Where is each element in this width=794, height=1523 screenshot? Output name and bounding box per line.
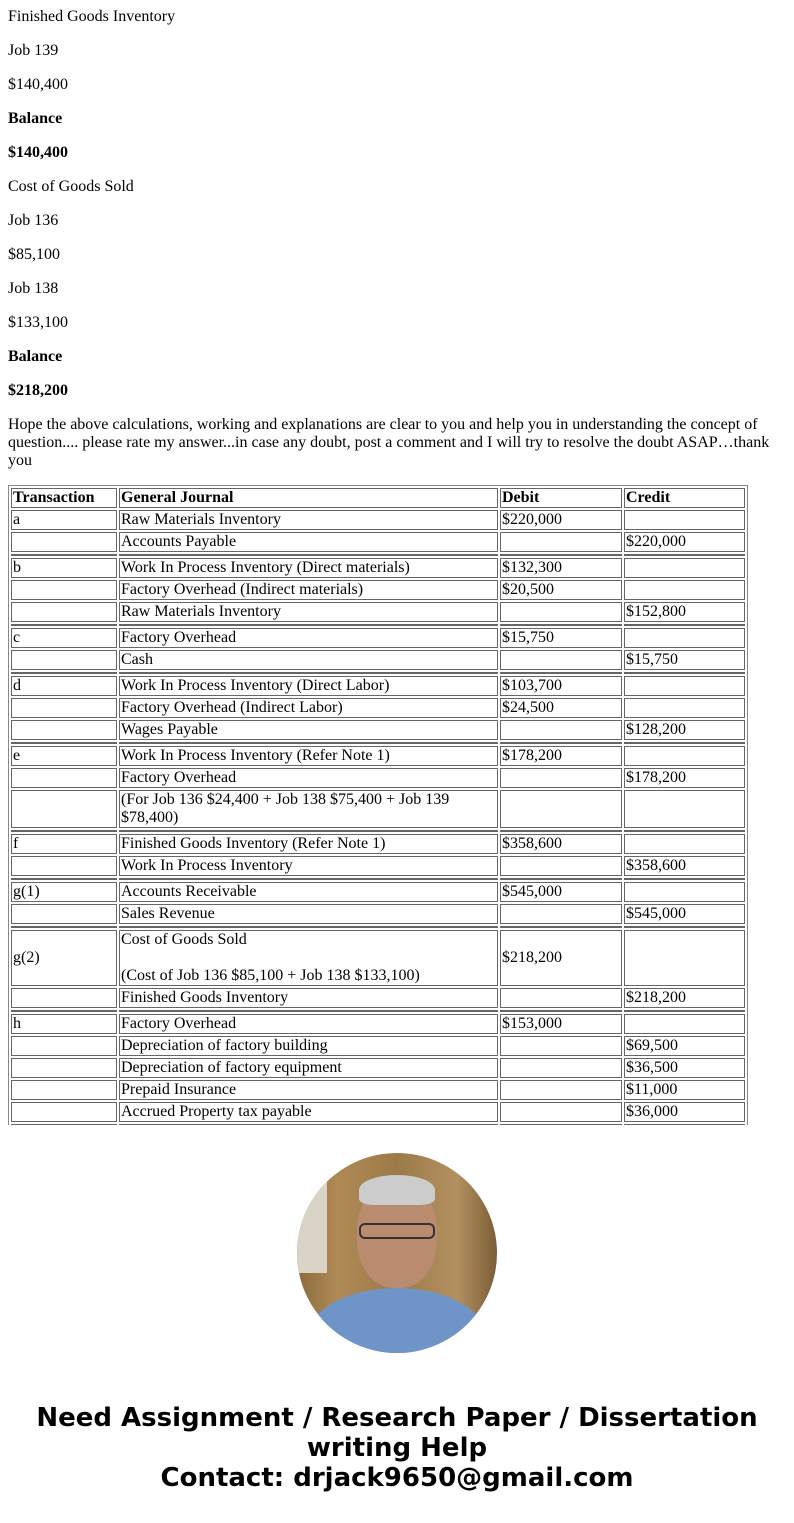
table-row: [11, 746, 745, 766]
text-line: $140,400: [8, 76, 68, 93]
cell-transaction: [11, 580, 117, 600]
cell-credit: $220,000: [624, 532, 745, 552]
separator-cell: [11, 830, 117, 832]
promo-contact: Contact: drjack9650@gmail.com: [160, 1463, 634, 1493]
group-separator: [11, 1124, 745, 1125]
group-separator: [11, 830, 745, 832]
cell-account: Factory Overhead (Indirect materials): [119, 580, 498, 600]
cell-transaction: [11, 988, 117, 1008]
cell-debit: [500, 790, 622, 828]
table-row: [11, 768, 745, 788]
cell-account: Wages Payable: [119, 720, 498, 740]
separator-cell: [500, 1124, 622, 1125]
separator-cell: [500, 926, 622, 928]
cell-transaction: [11, 856, 117, 876]
table-row: [11, 676, 745, 696]
cell-debit: $153,000: [500, 1014, 622, 1034]
table-row: [11, 628, 745, 648]
cell-credit: $152,800: [624, 602, 745, 622]
cell-transaction: e: [11, 746, 117, 766]
cell-debit: $103,700: [500, 676, 622, 696]
separator-cell: [11, 1010, 117, 1012]
cell-debit: [500, 1080, 622, 1100]
text-line: Job 139: [8, 42, 59, 59]
cell-account: Accounts Payable: [119, 532, 498, 552]
text-line: Job 136: [8, 212, 59, 229]
cell-account: Work In Process Inventory: [119, 856, 498, 876]
separator-cell: [624, 1124, 745, 1125]
group-separator: [11, 624, 745, 626]
cell-credit: $36,500: [624, 1058, 745, 1078]
cell-transaction: [11, 1080, 117, 1100]
table-row: [11, 532, 745, 552]
cell-debit: [500, 904, 622, 924]
cell-debit: [500, 602, 622, 622]
cell-credit: $218,200: [624, 988, 745, 1008]
separator-cell: [500, 672, 622, 674]
cell-credit: $545,000: [624, 904, 745, 924]
cell-transaction: [11, 650, 117, 670]
text-line: Balance: [8, 348, 63, 365]
group-separator: [11, 878, 745, 880]
cell-debit: [500, 650, 622, 670]
text-line: $140,400: [8, 144, 68, 161]
separator-cell: [624, 624, 745, 626]
separator-cell: [11, 672, 117, 674]
separator-cell: [11, 742, 117, 744]
table-row: [11, 1080, 745, 1100]
table-row: [11, 602, 745, 622]
cell-transaction: [11, 1102, 117, 1122]
table-row: [11, 988, 745, 1008]
cell-credit: $11,000: [624, 1080, 745, 1100]
cell-transaction: g(2): [11, 930, 117, 986]
cell-transaction: c: [11, 628, 117, 648]
separator-cell: [119, 1010, 498, 1012]
table-row: [11, 558, 745, 578]
text-line: Finished Goods Inventory: [8, 8, 176, 25]
table-row: [11, 720, 745, 740]
cell-account: Depreciation of factory equipment: [119, 1058, 498, 1078]
separator-cell: [500, 554, 622, 556]
cell-transaction: [11, 1058, 117, 1078]
cell-account: Work In Process Inventory (Refer Note 1): [119, 746, 498, 766]
separator-cell: [11, 878, 117, 880]
cell-transaction: h: [11, 1014, 117, 1034]
table-row: [11, 1102, 745, 1122]
group-separator: [11, 742, 745, 744]
cell-account: Accounts Receivable: [119, 882, 498, 902]
cell-debit: [500, 768, 622, 788]
cell-credit: $178,200: [624, 768, 745, 788]
cell-transaction: [11, 790, 117, 828]
table-row: [11, 790, 745, 828]
table-row: [11, 1036, 745, 1056]
header-transaction: Transaction: [11, 488, 117, 508]
text-line: Balance: [8, 110, 63, 127]
separator-cell: [119, 742, 498, 744]
cell-credit: $36,000: [624, 1102, 745, 1122]
promo-footer: [8, 1403, 786, 1493]
cell-credit: [624, 930, 745, 986]
table-row: [11, 882, 745, 902]
table-row: [11, 650, 745, 670]
cell-credit: [624, 882, 745, 902]
cell-account: Depreciation of factory building: [119, 1036, 498, 1056]
cell-credit: [624, 698, 745, 718]
separator-cell: [624, 830, 745, 832]
separator-cell: [11, 1124, 117, 1125]
cell-account: Cash: [119, 650, 498, 670]
cell-debit: $132,300: [500, 558, 622, 578]
separator-cell: [500, 742, 622, 744]
cell-transaction: [11, 904, 117, 924]
cell-debit: [500, 1036, 622, 1056]
table-row: [11, 904, 745, 924]
cell-account: Factory Overhead: [119, 768, 498, 788]
cell-debit: $20,500: [500, 580, 622, 600]
cell-account: Work In Process Inventory (Direct materials): [119, 558, 498, 578]
separator-cell: [119, 672, 498, 674]
cell-debit: $545,000: [500, 882, 622, 902]
separator-cell: [500, 1010, 622, 1012]
header-general-journal: General Journal: [119, 488, 498, 508]
cell-credit: [624, 580, 745, 600]
cell-credit: [624, 834, 745, 854]
cell-account: Accrued Property tax payable: [119, 1102, 498, 1122]
cell-debit: $218,200: [500, 930, 622, 986]
cell-account: Factory Overhead (Indirect Labor): [119, 698, 498, 718]
cell-account: Finished Goods Inventory (Refer Note 1): [119, 834, 498, 854]
cell-account: Factory Overhead: [119, 628, 498, 648]
separator-cell: [624, 878, 745, 880]
cell-credit: $358,600: [624, 856, 745, 876]
separator-cell: [11, 554, 117, 556]
cell-transaction: f: [11, 834, 117, 854]
table-row: [11, 580, 745, 600]
author-avatar: [297, 1153, 497, 1353]
cell-credit: [624, 746, 745, 766]
cell-transaction: g(1): [11, 882, 117, 902]
answer-text: [8, 8, 786, 400]
cell-debit: [500, 532, 622, 552]
table-header-row: [11, 488, 745, 508]
text-line: $133,100: [8, 314, 68, 331]
separator-cell: [119, 554, 498, 556]
header-debit: Debit: [500, 488, 622, 508]
cell-credit: [624, 510, 745, 530]
separator-cell: [500, 878, 622, 880]
cell-debit: [500, 1058, 622, 1078]
separator-cell: [624, 1010, 745, 1012]
cell-transaction: [11, 720, 117, 740]
cell-debit: [500, 988, 622, 1008]
cell-debit: $358,600: [500, 834, 622, 854]
cell-debit: $15,750: [500, 628, 622, 648]
separator-cell: [119, 926, 498, 928]
table-row: [11, 856, 745, 876]
group-separator: [11, 672, 745, 674]
cell-credit: [624, 1014, 745, 1034]
cell-credit: [624, 628, 745, 648]
table-row: [11, 1014, 745, 1034]
journal-table-container: [8, 485, 750, 1125]
cell-debit: $178,200: [500, 746, 622, 766]
cell-debit: [500, 720, 622, 740]
text-line: $85,100: [8, 246, 60, 263]
group-separator: [11, 926, 745, 928]
cell-transaction: d: [11, 676, 117, 696]
promo-headline: Need Assignment / Research Paper / Dissertation writing Help: [36, 1403, 758, 1463]
separator-cell: [624, 742, 745, 744]
text-line: $218,200: [8, 382, 68, 399]
separator-cell: [11, 624, 117, 626]
cell-credit: [624, 676, 745, 696]
cell-transaction: [11, 768, 117, 788]
cell-account: (For Job 136 $24,400 + Job 138 $75,400 + Job 139 $78,400): [119, 790, 498, 828]
table-row: [11, 930, 745, 986]
text-line: Cost of Goods Sold: [8, 178, 134, 195]
cell-account: Raw Materials Inventory: [119, 510, 498, 530]
cell-account: Cost of Goods Sold (Cost of Job 136 $85,100 + Job 138 $133,100): [119, 930, 498, 986]
cell-transaction: [11, 698, 117, 718]
cell-debit: [500, 1102, 622, 1122]
separator-cell: [624, 554, 745, 556]
separator-cell: [119, 624, 498, 626]
separator-cell: [500, 830, 622, 832]
cell-account: Work In Process Inventory (Direct Labor): [119, 676, 498, 696]
text-line: Job 138: [8, 280, 59, 297]
cell-debit: $24,500: [500, 698, 622, 718]
cell-debit: $220,000: [500, 510, 622, 530]
cell-credit: $69,500: [624, 1036, 745, 1056]
group-separator: [11, 1010, 745, 1012]
cell-transaction: [11, 602, 117, 622]
cell-account: Prepaid Insurance: [119, 1080, 498, 1100]
separator-cell: [119, 878, 498, 880]
cell-credit: [624, 558, 745, 578]
header-credit: Credit: [624, 488, 745, 508]
cell-transaction: [11, 532, 117, 552]
separator-cell: [119, 1124, 498, 1125]
table-row: [11, 698, 745, 718]
group-separator: [11, 554, 745, 556]
separator-cell: [119, 830, 498, 832]
general-journal-table: [8, 485, 748, 1125]
cell-debit: [500, 856, 622, 876]
closing-note: Hope the above calculations, working and explanations are clear to you and help you in understanding the concept of question.... please rate my answer...in case any doubt, post a comment and I will try to resolve the doubt ASAP…thank you: [8, 416, 770, 469]
separator-cell: [500, 624, 622, 626]
separator-cell: [11, 926, 117, 928]
cell-account: Factory Overhead: [119, 1014, 498, 1034]
table-row: [11, 510, 745, 530]
cell-credit: $15,750: [624, 650, 745, 670]
cell-account: Raw Materials Inventory: [119, 602, 498, 622]
cell-transaction: b: [11, 558, 117, 578]
cell-transaction: [11, 1036, 117, 1056]
cell-credit: [624, 790, 745, 828]
table-row: [11, 834, 745, 854]
separator-cell: [624, 672, 745, 674]
cell-transaction: a: [11, 510, 117, 530]
cell-account: Finished Goods Inventory: [119, 988, 498, 1008]
cell-credit: $128,200: [624, 720, 745, 740]
table-row: [11, 1058, 745, 1078]
cell-account: Sales Revenue: [119, 904, 498, 924]
separator-cell: [624, 926, 745, 928]
